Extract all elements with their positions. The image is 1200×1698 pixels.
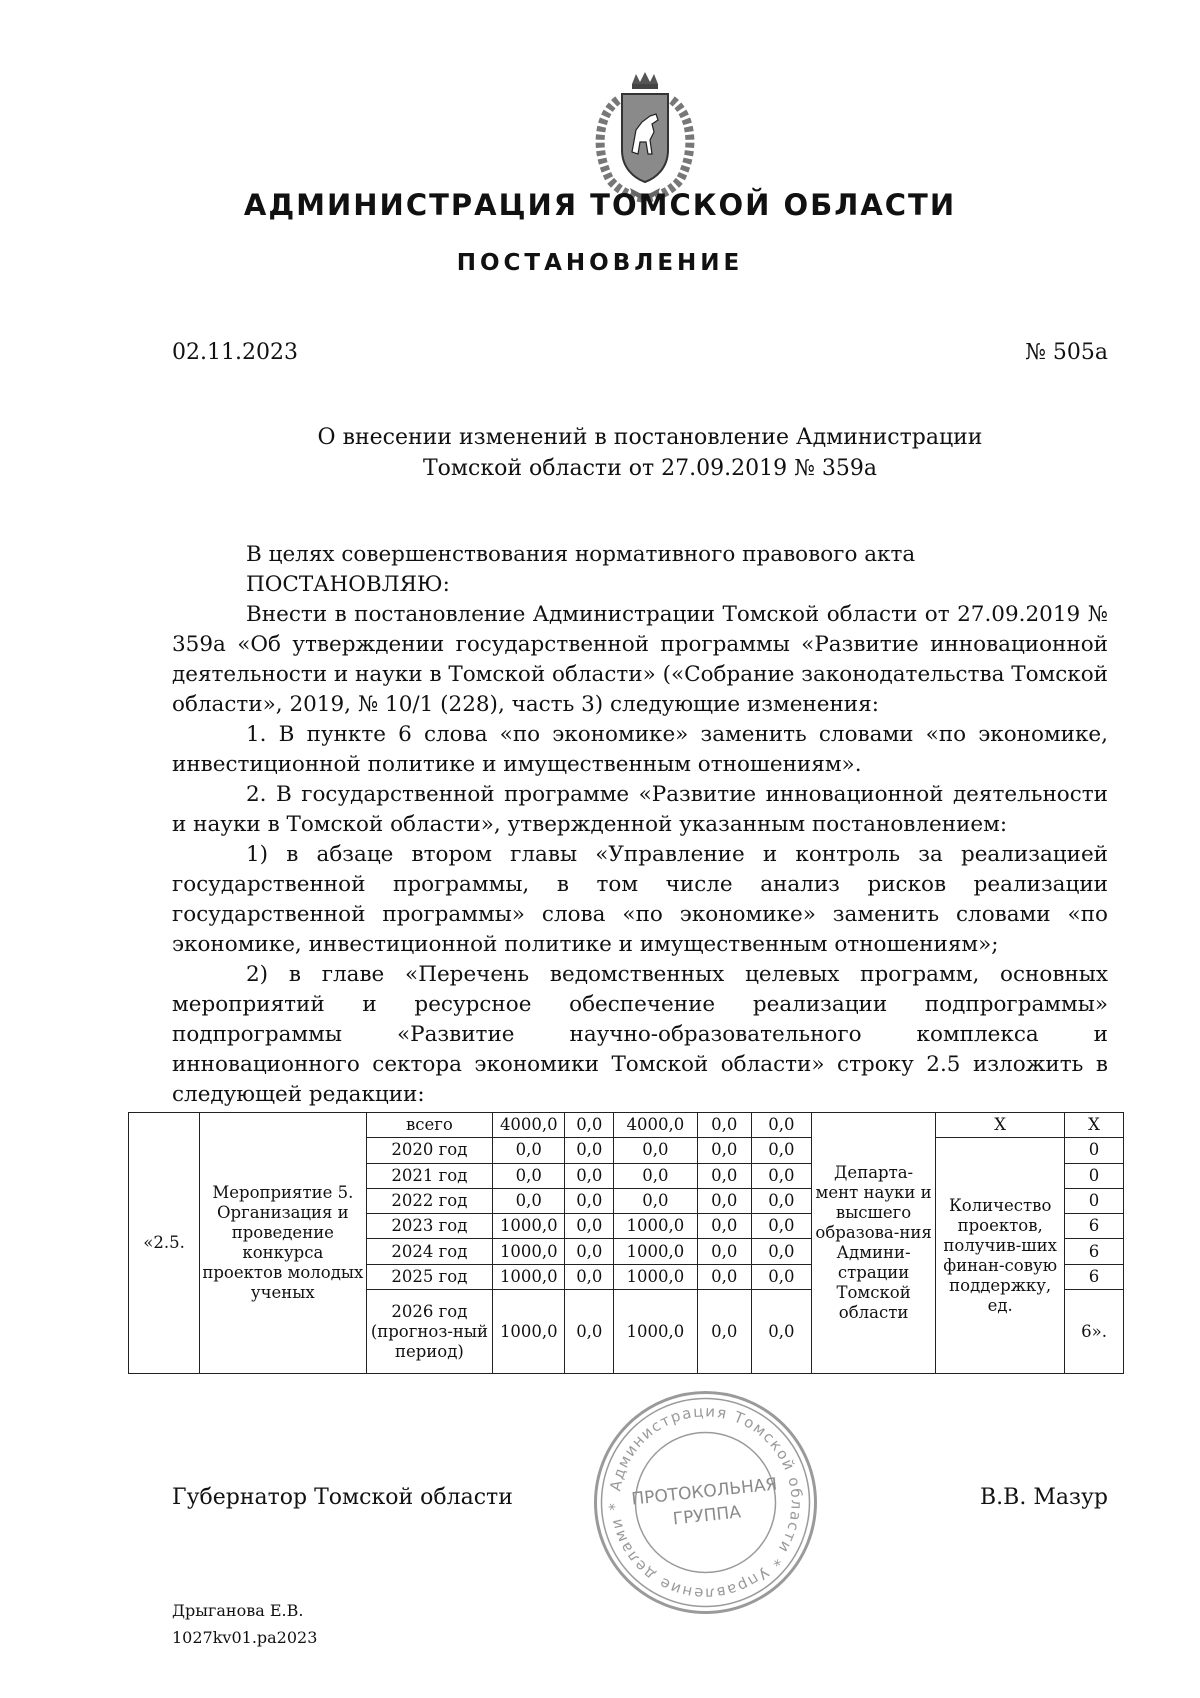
federal-cell: 0,0 <box>565 1138 614 1163</box>
regional-cell: 1000,0 <box>614 1239 697 1264</box>
subitem-1-paragraph: 1) в абзаце втором главы «Управление и контроль за реализацией государственной программы, в том числе анализ рисков реализации государственной программы» слова «по экономике» заменить словами «по экономике, инвестиционной политике и имущественным отношениям»; <box>172 842 1108 957</box>
document-date: 02.11.2023 <box>172 340 298 365</box>
event-cell: Мероприятие 5. Организация и проведение конкурса проектов молодых ученых <box>200 1113 367 1374</box>
period-cell: 2020 год <box>366 1138 493 1163</box>
svg-text:ГРУППА: ГРУППА <box>671 1502 742 1530</box>
extrabudget-cell: 0,0 <box>751 1290 811 1374</box>
total-cell: 4000,0 <box>493 1113 565 1138</box>
target-cell: 6 <box>1065 1264 1124 1289</box>
regional-cell: 1000,0 <box>614 1290 697 1374</box>
indicator-x-cell: Х <box>936 1113 1065 1138</box>
federal-cell: 0,0 <box>565 1163 614 1188</box>
official-stamp-seal <box>588 1385 823 1620</box>
total-cell: 1000,0 <box>493 1214 565 1239</box>
total-cell: 1000,0 <box>493 1239 565 1264</box>
local-cell: 0,0 <box>697 1264 751 1289</box>
local-cell: 0,0 <box>697 1214 751 1239</box>
executor-name: Дрыганова Е.В. <box>172 1601 304 1620</box>
period-cell: 2024 год <box>366 1239 493 1264</box>
period-cell: 2025 год <box>366 1264 493 1289</box>
period-cell: 2021 год <box>366 1163 493 1188</box>
local-cell: 0,0 <box>697 1188 751 1213</box>
target-x-cell: Х <box>1065 1113 1124 1138</box>
local-cell: 0,0 <box>697 1239 751 1264</box>
executor-cell: Департа-мент науки и высшего образова-ния Админи-страции Томской области <box>811 1113 935 1374</box>
regional-cell: 0,0 <box>614 1163 697 1188</box>
table-row <box>129 1113 1124 1138</box>
extrabudget-cell: 0,0 <box>751 1239 811 1264</box>
federal-cell: 0,0 <box>565 1113 614 1138</box>
period-cell: всего <box>366 1113 493 1138</box>
regional-cell: 1000,0 <box>614 1264 697 1289</box>
indicator-cell: Количество проектов, получив-ших финан-совую поддержку, ед. <box>936 1138 1065 1374</box>
period-cell: 2022 год <box>366 1188 493 1213</box>
period-cell: 2026 год (прогноз-ный период) <box>366 1290 493 1374</box>
regional-cell: 0,0 <box>614 1138 697 1163</box>
organization-heading: АДМИНИСТРАЦИЯ ТОМСКОЙ ОБЛАСТИ <box>243 188 957 222</box>
extrabudget-cell: 0,0 <box>751 1214 811 1239</box>
decree-word: ПОСТАНОВЛЯЮ: <box>246 572 450 597</box>
extrabudget-cell: 0,0 <box>751 1264 811 1289</box>
local-cell: 0,0 <box>697 1163 751 1188</box>
signatory-name: В.В. Мазур <box>980 1485 1108 1510</box>
target-cell: 6». <box>1065 1290 1124 1374</box>
regional-cell: 0,0 <box>614 1188 697 1213</box>
extrabudget-cell: 0,0 <box>751 1163 811 1188</box>
executor-info <box>172 1597 317 1651</box>
program-table <box>128 1112 1124 1374</box>
intro-paragraph: Внести в постановление Администрации Томской области от 27.09.2019 № 359а «Об утверждении государственной программы «Развитие инновационной деятельности и науки в Томской области» («Собрание законодательства Томской области», 2019, № 10/1 (228), часть 3) следующие изменения: <box>172 602 1108 717</box>
total-cell: 0,0 <box>493 1188 565 1213</box>
target-cell: 0 <box>1065 1163 1124 1188</box>
total-cell: 0,0 <box>493 1163 565 1188</box>
period-cell: 2023 год <box>366 1214 493 1239</box>
row-code-cell: «2.5. <box>129 1113 200 1374</box>
title-line-2: Томской области от 27.09.2019 № 359а <box>422 456 878 481</box>
title-line-1: О внесении изменений в постановление Администрации <box>317 425 983 450</box>
item-2-paragraph: 2. В государственной программе «Развитие инновационной деятельности и науки в Томской области», утвержденной указанным постановлением: <box>172 782 1108 837</box>
extrabudget-cell: 0,0 <box>751 1188 811 1213</box>
item-1-paragraph: 1. В пункте 6 слова «по экономике» заменить словами «по экономике, инвестиционной политике и имущественным отношениям». <box>172 722 1108 777</box>
federal-cell: 0,0 <box>565 1188 614 1213</box>
federal-cell: 0,0 <box>565 1264 614 1289</box>
federal-cell: 0,0 <box>565 1239 614 1264</box>
local-cell: 0,0 <box>697 1138 751 1163</box>
coat-of-arms-emblem <box>580 70 710 205</box>
extrabudget-cell: 0,0 <box>751 1138 811 1163</box>
local-cell: 0,0 <box>697 1113 751 1138</box>
document-title <box>250 422 1050 484</box>
total-cell: 0,0 <box>493 1138 565 1163</box>
federal-cell: 0,0 <box>565 1290 614 1374</box>
target-cell: 6 <box>1065 1239 1124 1264</box>
federal-cell: 0,0 <box>565 1214 614 1239</box>
target-cell: 0 <box>1065 1138 1124 1163</box>
purpose-paragraph: В целях совершенствования нормативного правового акта <box>246 542 916 567</box>
target-cell: 0 <box>1065 1188 1124 1213</box>
document-number: № 505а <box>1025 340 1108 365</box>
svg-text:ПРОТОКОЛЬНАЯ: ПРОТОКОЛЬНАЯ <box>630 1474 779 1510</box>
regional-cell: 1000,0 <box>614 1214 697 1239</box>
local-cell: 0,0 <box>697 1290 751 1374</box>
subitem-2-paragraph: 2) в главе «Перечень ведомственных целевых программ, основных мероприятий и ресурсное обеспечение реализации подпрограммы» подпрограммы «Развитие научно-образовательного комплекса и инновационного сектора экономики Томской области» строку 2.5 изложить в следующей редакции: <box>172 962 1108 1107</box>
total-cell: 1000,0 <box>493 1264 565 1289</box>
svg-text:Администрация Томской области: Администрация Томской области * Управление делами * <box>605 1402 806 1603</box>
target-cell: 6 <box>1065 1214 1124 1239</box>
document-type-heading: ПОСТАНОВЛЕНИЕ <box>456 250 744 276</box>
total-cell: 1000,0 <box>493 1290 565 1374</box>
extrabudget-cell: 0,0 <box>751 1113 811 1138</box>
regional-cell: 4000,0 <box>614 1113 697 1138</box>
document-body <box>172 540 1108 1110</box>
signatory-title: Губернатор Томской области <box>172 1485 513 1510</box>
executor-code: 1027kv01.pa2023 <box>172 1628 318 1647</box>
